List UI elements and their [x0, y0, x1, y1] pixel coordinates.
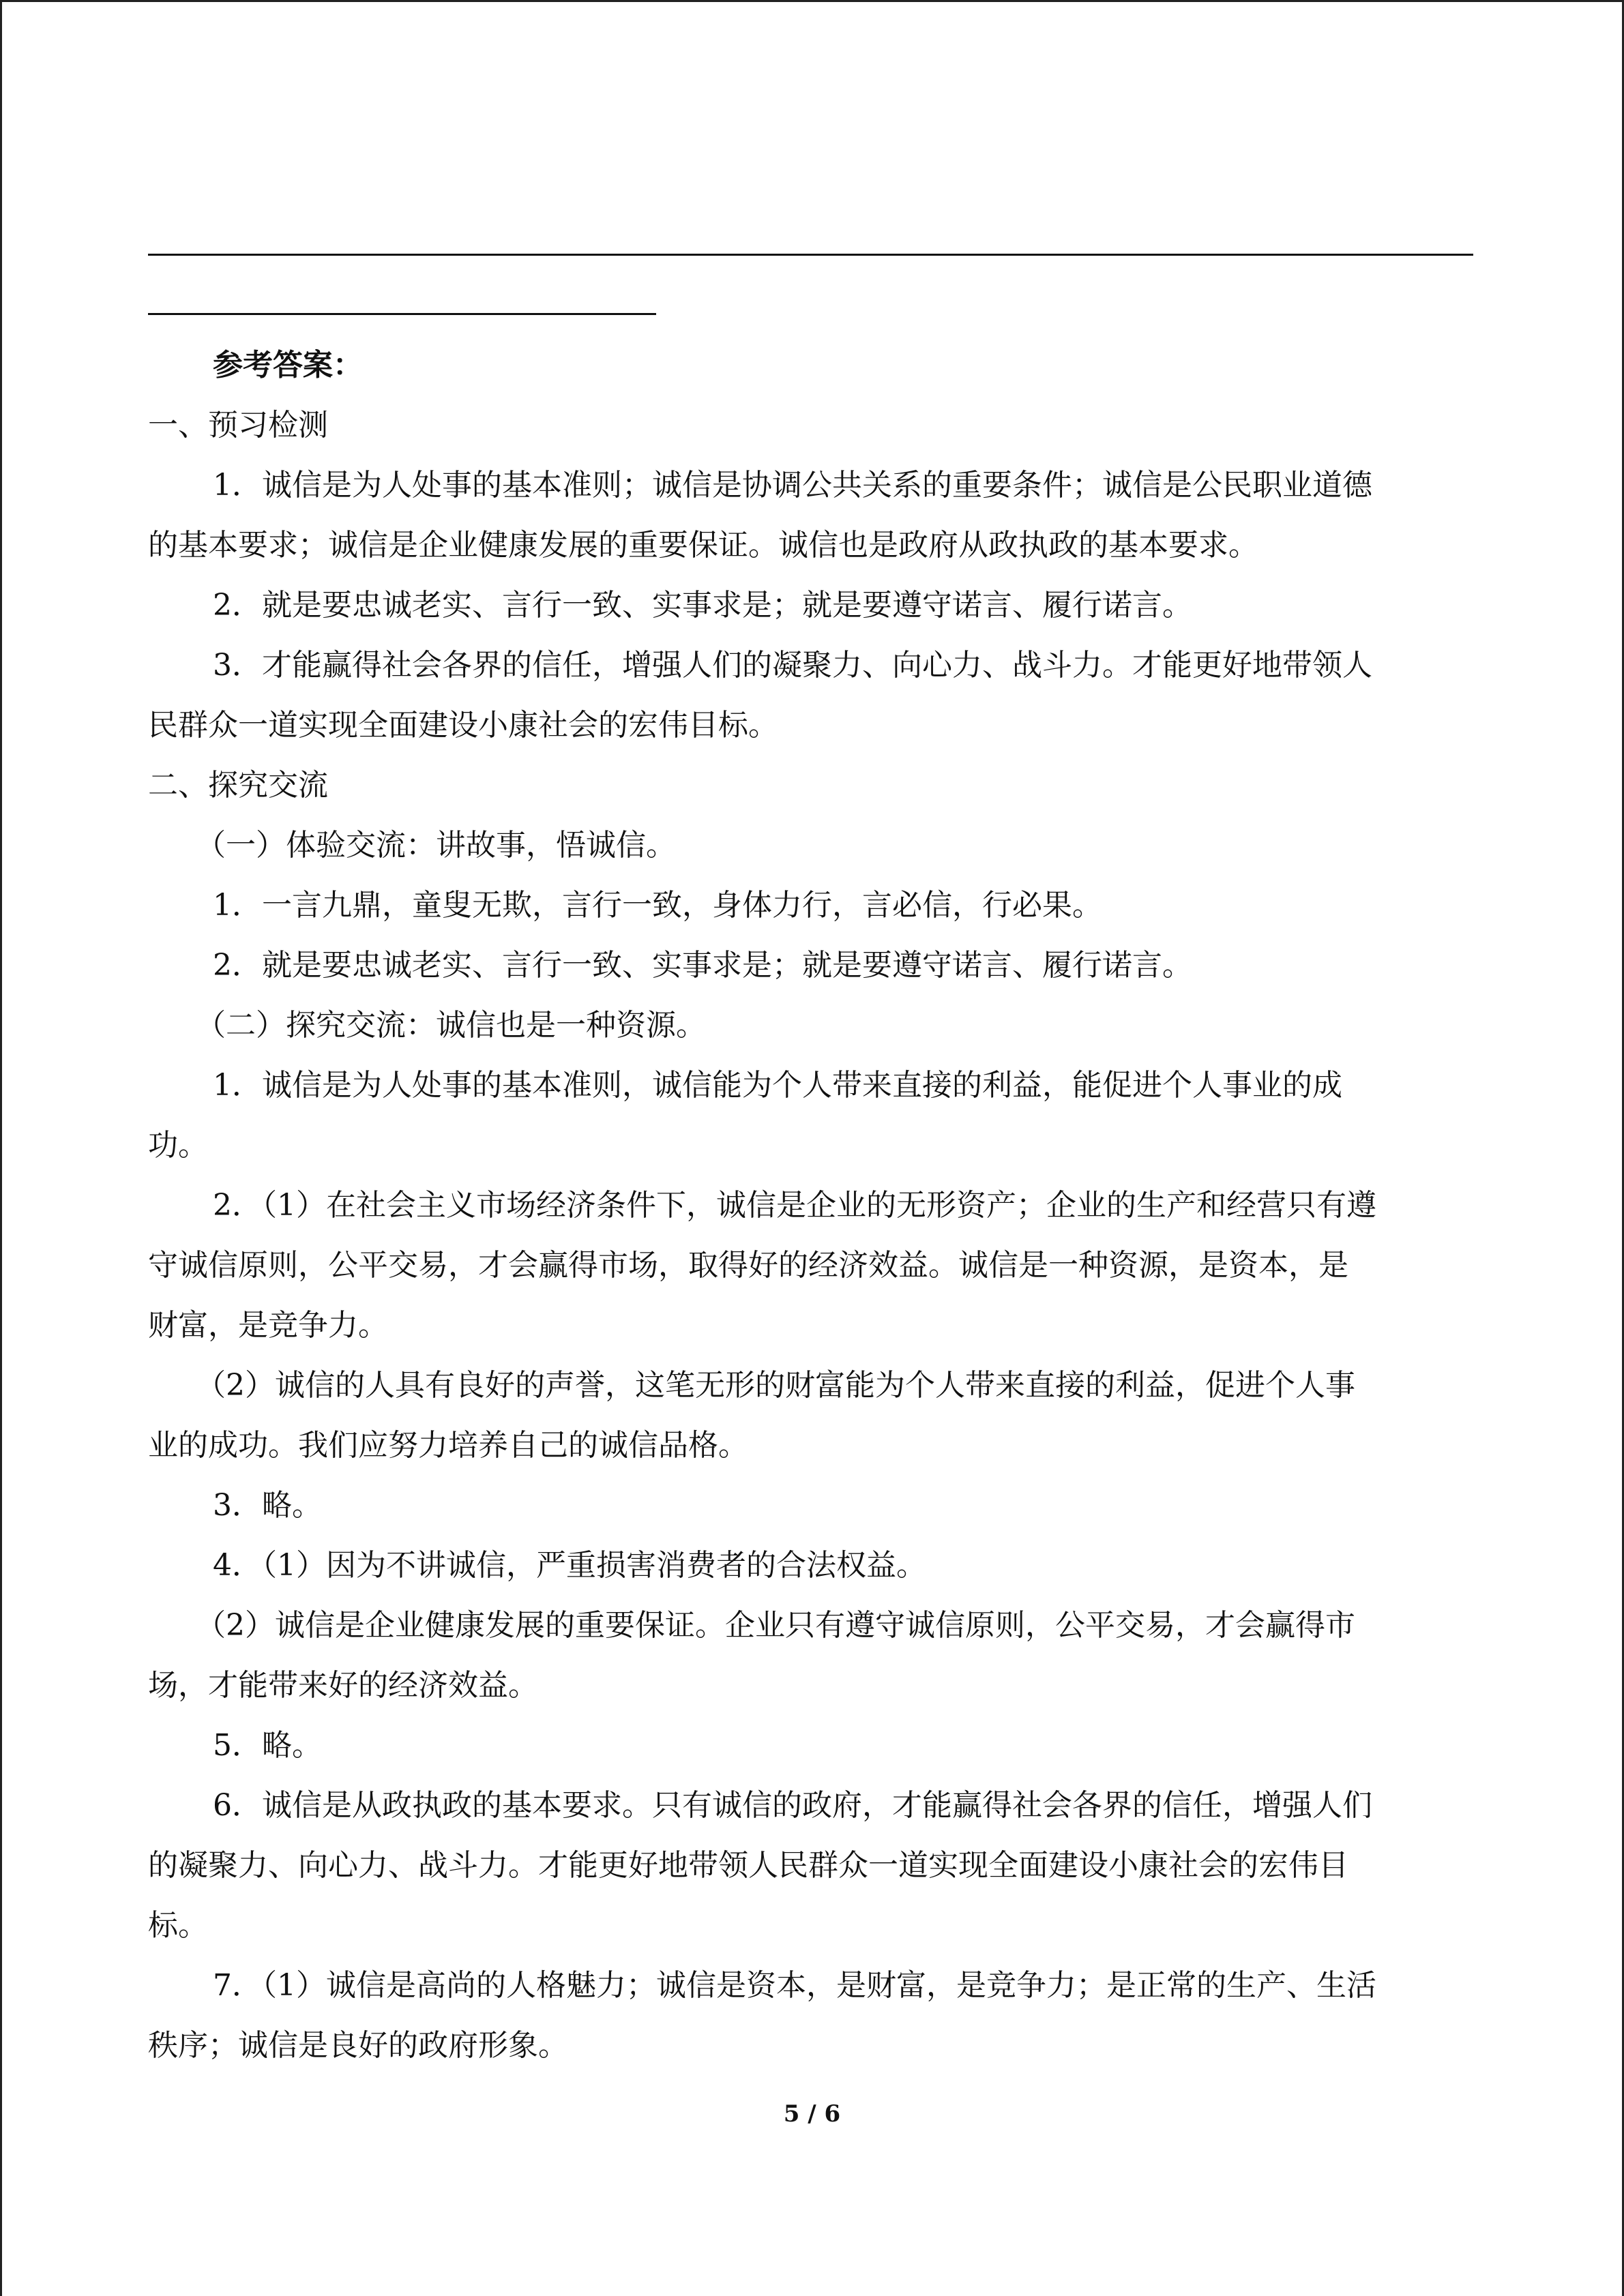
text-line: 2．就是要忠诚老实、言行一致、实事求是；就是要遵守诺言、履行诺言。: [213, 948, 1192, 983]
text-line: 守诚信原则，公平交易，才会赢得市场，取得好的经济效益。诚信是一种资源，是资本，是: [148, 1248, 1348, 1283]
text-line: 标。: [148, 1908, 208, 1943]
text-line: 民群众一道实现全面建设小康社会的宏伟目标。: [148, 708, 778, 743]
text-line: 二、探究交流: [148, 768, 328, 803]
text-line: 3．略。: [213, 1488, 322, 1523]
text-line: 2．就是要忠诚老实、言行一致、实事求是；就是要遵守诺言、履行诺言。: [213, 588, 1192, 623]
text-line: 的凝聚力、向心力、战斗力。才能更好地带领人民群众一道实现全面建设小康社会的宏伟目: [148, 1848, 1348, 1883]
answer-lines: [148, 396, 1473, 2076]
text-line: （二）探究交流：诚信也是一种资源。: [196, 1008, 706, 1043]
text-line: （2）诚信的人具有良好的声誉，这笔无形的财富能为个人带来直接的利益，促进个人事: [196, 1368, 1355, 1403]
text-line: 业的成功。我们应努力培养自己的诚信品格。: [148, 1428, 748, 1463]
page-number: 5 / 6: [783, 2100, 841, 2128]
text-line: 一、预习检测: [148, 408, 328, 443]
answer-blank-line-long: [148, 254, 1473, 256]
document-body: [148, 336, 1473, 2076]
text-line: 功。: [148, 1128, 208, 1163]
text-line: 1．诚信是为人处事的基本准则；诚信是协调公共关系的重要条件；诚信是公民职业道德: [213, 468, 1372, 503]
text-line: 3．才能赢得社会各界的信任，增强人们的凝聚力、向心力、战斗力。才能更好地带领人: [213, 648, 1372, 683]
text-line: 场，才能带来好的经济效益。: [148, 1668, 538, 1703]
text-line: （一）体验交流：讲故事，悟诚信。: [196, 828, 676, 863]
text-line: 6．诚信是从政执政的基本要求。只有诚信的政府，才能赢得社会各界的信任，增强人们: [213, 1788, 1372, 1823]
text-line: 秩序；诚信是良好的政府形象。: [148, 2028, 568, 2063]
text-line: 5．略。: [213, 1728, 322, 1763]
answer-blank-line-short: [148, 313, 656, 315]
text-line: 2．（1）在社会主义市场经济条件下，诚信是企业的无形资产；企业的生产和经营只有遵: [213, 1188, 1376, 1223]
text-line: 财富，是竞争力。: [148, 1308, 388, 1343]
text-line: 1．一言九鼎，童叟无欺，言行一致，身体力行，言必信，行必果。: [213, 888, 1102, 923]
section-title-reference-answers: 参考答案：: [213, 348, 363, 383]
text-line: 7．（1）诚信是高尚的人格魅力；诚信是资本，是财富，是竞争力；是正常的生产、生活: [213, 1968, 1376, 2003]
text-line: 4．（1）因为不讲诚信，严重损害消费者的合法权益。: [213, 1548, 926, 1583]
text-line: （2）诚信是企业健康发展的重要保证。企业只有遵守诚信原则，公平交易，才会赢得市: [196, 1608, 1355, 1643]
text-line: 1．诚信是为人处事的基本准则，诚信能为个人带来直接的利益，能促进个人事业的成: [213, 1068, 1342, 1103]
text-line: 的基本要求；诚信是企业健康发展的重要保证。诚信也是政府从政执政的基本要求。: [148, 528, 1258, 563]
